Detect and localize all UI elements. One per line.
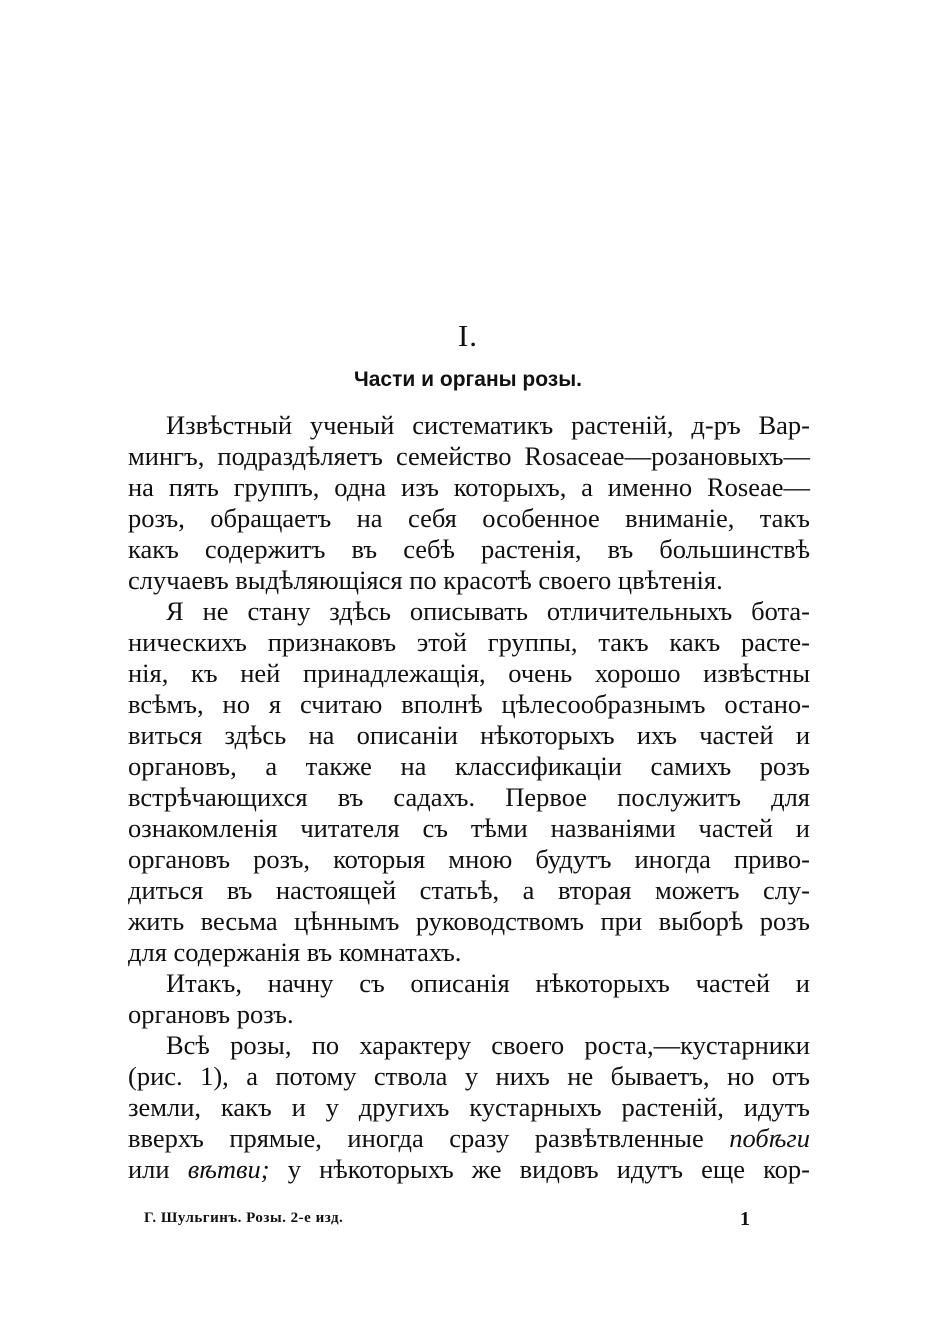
text-line: для содержанія въ комнатахъ. — [128, 937, 462, 967]
text-line: ознакомленія читателя съ тѣми названіями частей и — [128, 813, 810, 843]
text-run: или — [128, 1154, 170, 1184]
body-text — [128, 410, 810, 1185]
text-line: розъ, обращаетъ на себя особенное вниманіе, такъ — [128, 503, 810, 533]
italic-term: побѣги — [729, 1123, 811, 1153]
text-run: вверхъ прямые, иногда сразу развѣтвленные — [128, 1123, 704, 1153]
text-line: Я не стану здѣсь описывать отличительныхъ бота- — [166, 596, 810, 626]
chapter-title: Части и органы розы. — [353, 368, 582, 391]
chapter-number: I. — [457, 318, 479, 353]
text-line: (рис. 1), а потому ствола у нихъ не бываетъ, но отъ — [128, 1061, 810, 1091]
text-line: земли, какъ и у другихъ кустарныхъ растеній, идутъ — [128, 1092, 810, 1122]
italic-term: вѣтви; — [187, 1154, 270, 1184]
text-line: мингъ, подраздѣляетъ семейство Rosaceae—розановыхъ— — [128, 441, 810, 471]
paragraph-3 — [128, 968, 810, 1030]
text-line: диться въ настоящей статьѣ, а вторая можетъ слу- — [128, 875, 810, 905]
text-line: Всѣ розы, по характеру своего роста,—кустарники — [166, 1030, 810, 1060]
text-line: виться здѣсь на описаніи нѣкоторыхъ ихъ частей и — [128, 720, 810, 750]
text-line: органовъ розъ. — [128, 999, 294, 1029]
text-line: нія, къ ней принадлежащія, очень хорошо извѣстны — [128, 658, 810, 688]
text-run: у нѣкоторыхъ же видовъ идутъ еще кор- — [287, 1154, 811, 1184]
text-line: Извѣстный ученый систематикъ растеній, д-ръ Вар- — [166, 410, 810, 440]
paragraph-2 — [128, 596, 810, 968]
printer-signature: Г. Шульгинъ. Розы. 2-е изд. — [144, 1210, 344, 1226]
text-line: какъ содержитъ въ себѣ растенія, въ большинствѣ — [128, 534, 810, 564]
text-line: всѣмъ, но я считаю вполнѣ цѣлесообразнымъ остано- — [128, 689, 810, 719]
text-line-mixed — [128, 1123, 810, 1154]
text-line: на пять группъ, одна изъ которыхъ, а именно Roseae— — [128, 472, 810, 502]
text-line: Итакъ, начну съ описанія нѣкоторыхъ частей и — [166, 968, 810, 998]
text-line: органовъ розъ, которыя мною будутъ иногда приво- — [128, 844, 810, 874]
text-line: встрѣчающихся въ садахъ. Первое послужитъ для — [128, 782, 810, 812]
paragraph-4 — [128, 1030, 810, 1185]
paragraph-1 — [128, 410, 810, 596]
text-line: ническихъ признаковъ этой группы, такъ какъ расте- — [128, 627, 810, 657]
text-line: жить весьма цѣннымъ руководствомъ при выборѣ розъ — [128, 906, 810, 936]
text-line: случаевъ выдѣляющіяся по красотѣ своего цвѣтенія. — [128, 565, 723, 595]
page-number: 1 — [740, 1208, 750, 1230]
text-line: органовъ, а также на классификаціи самихъ розъ — [128, 751, 810, 781]
text-line-mixed — [128, 1154, 810, 1185]
